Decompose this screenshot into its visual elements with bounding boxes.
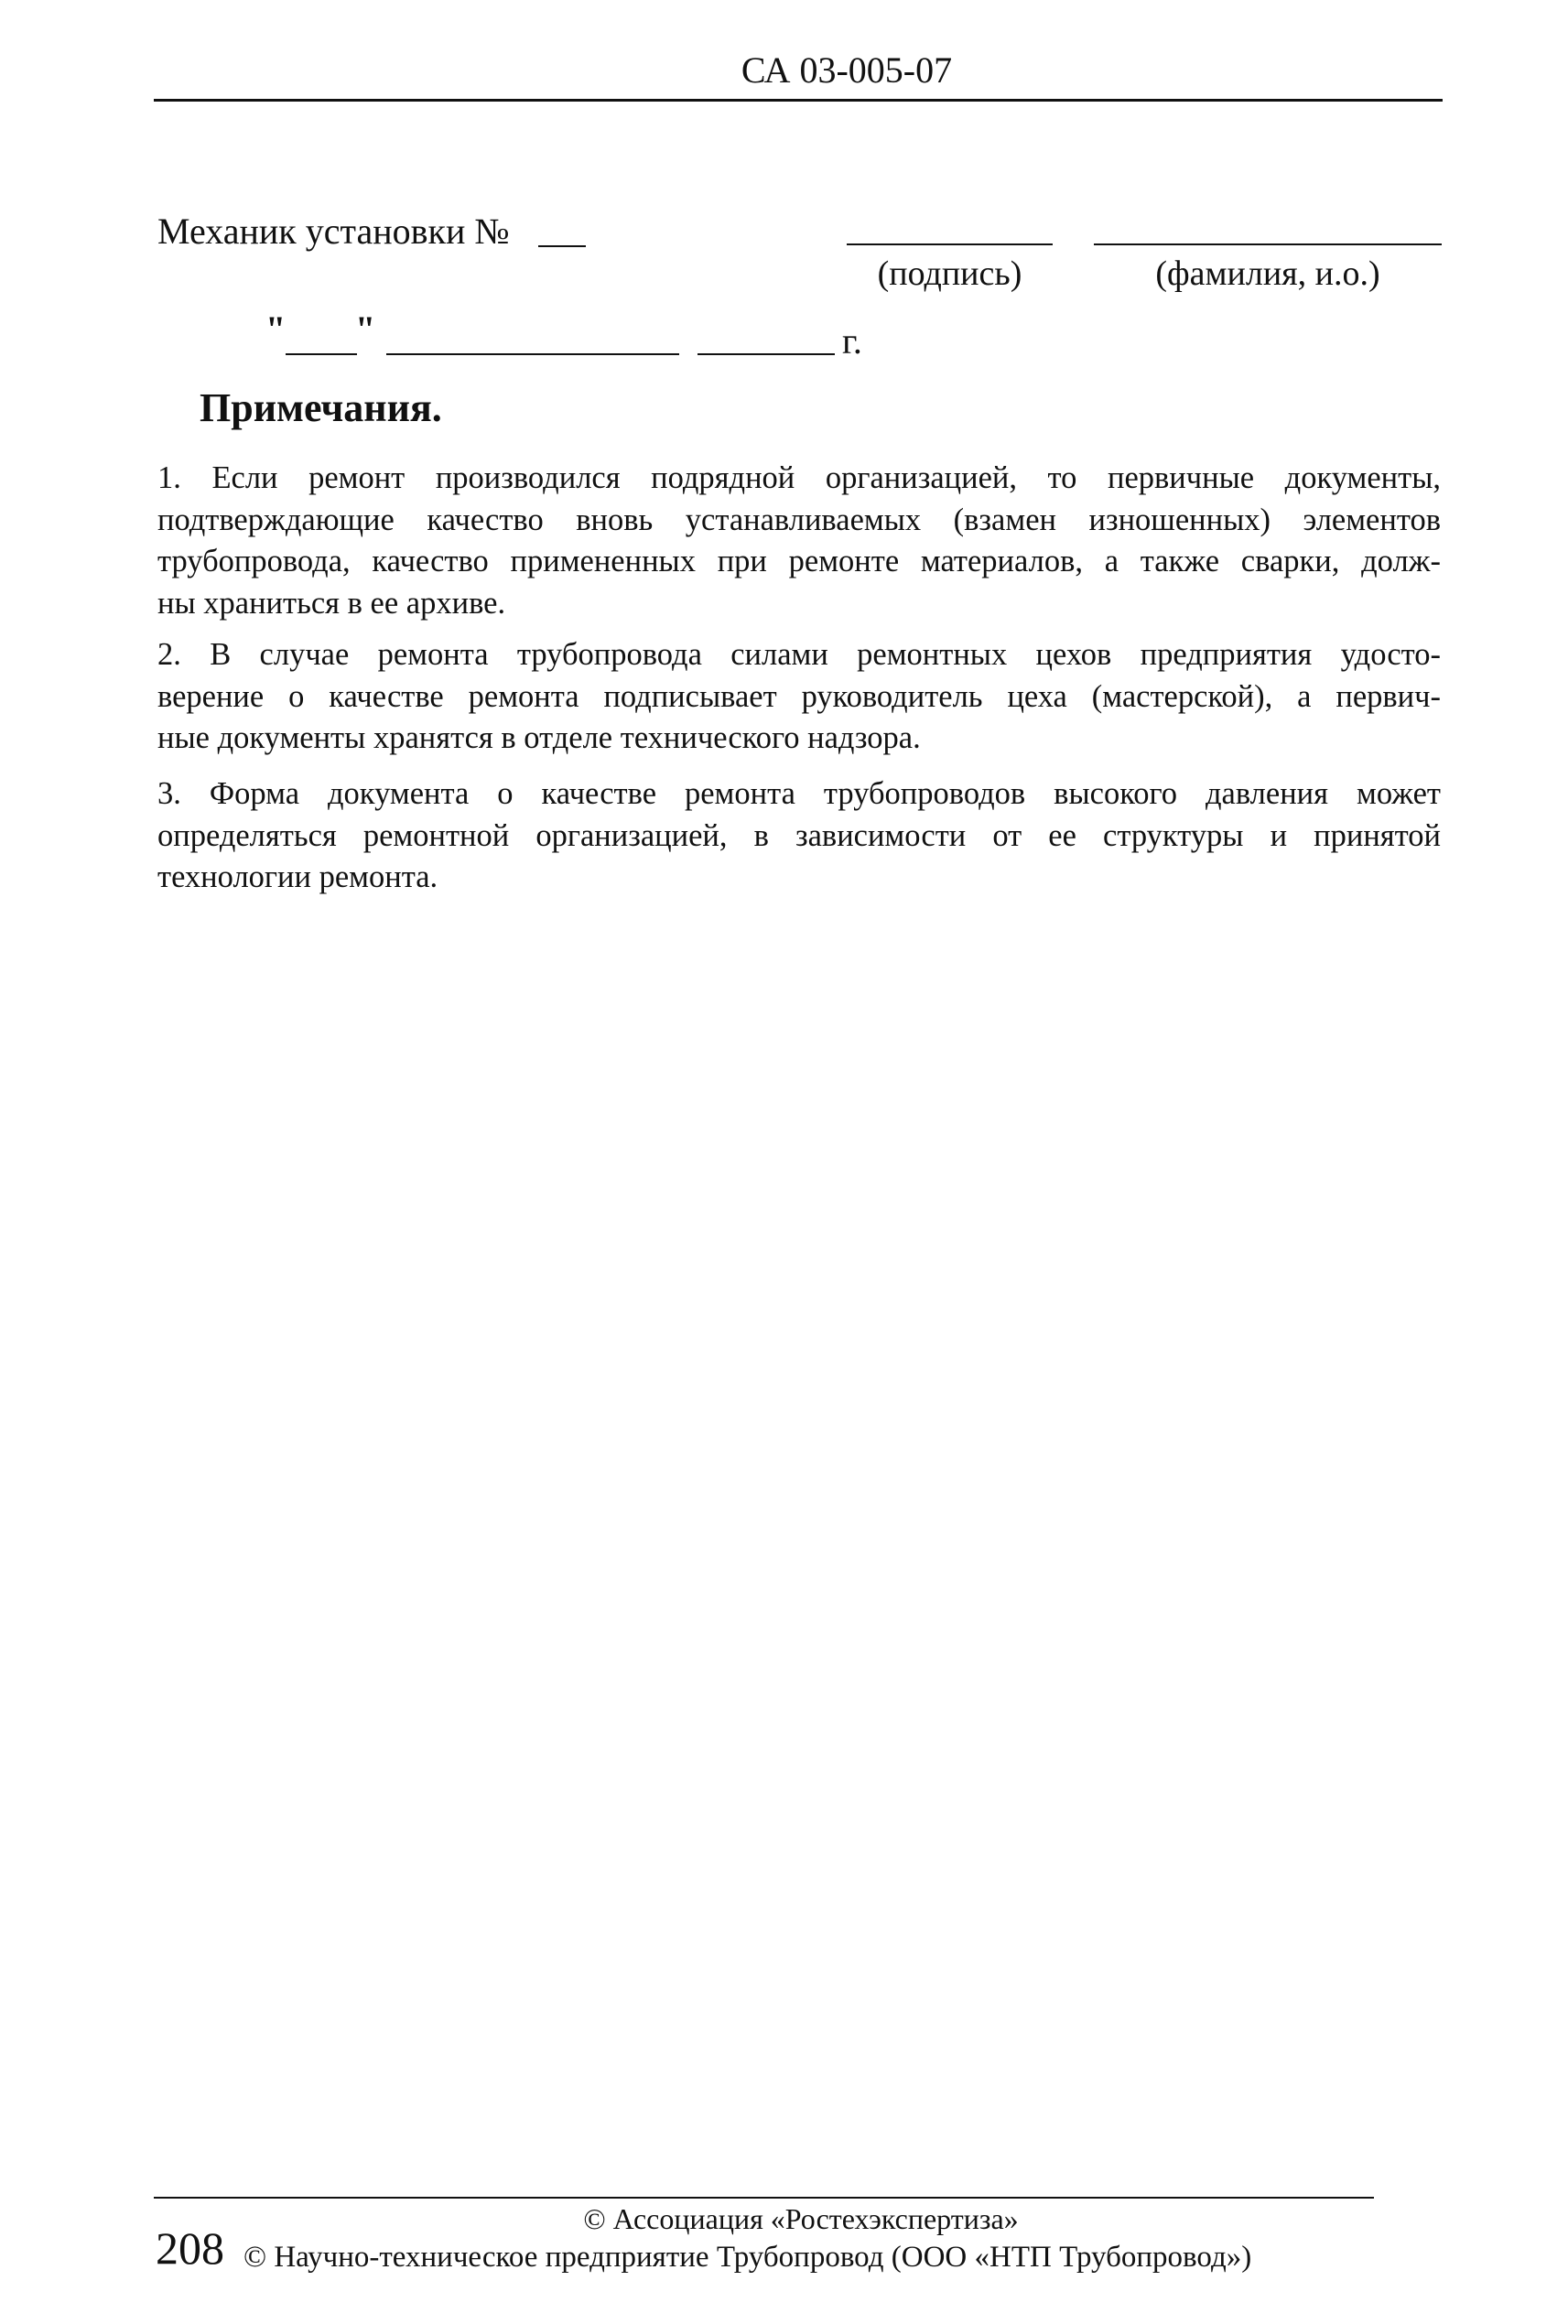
year-blank xyxy=(697,353,835,355)
note-line: 2. В случае ремонта трубопровода силами ремонтных цехов предприятия удосто- xyxy=(157,637,1441,672)
note-line: подтверждающие качество вновь устанавливаемых (взамен изношенных) элементов xyxy=(157,502,1441,537)
page-number: 208 xyxy=(156,2222,224,2274)
name-blank xyxy=(1094,243,1442,245)
signature-caption: (подпись) xyxy=(877,254,1022,293)
installation-number-blank xyxy=(538,245,586,247)
note-line: ные документы хранятся в отделе технического надзора. xyxy=(157,720,921,755)
note-line: трубопровода, качество примененных при ремонте материалов, а также сварки, долж- xyxy=(157,544,1441,578)
note-line: ны храниться в ее архиве. xyxy=(157,585,506,621)
day-blank xyxy=(286,353,357,355)
copyright-company: © Научно-техническое предприятие Трубопровод (ООО «НТП Трубопровод») xyxy=(243,2241,1252,2274)
date-open-quote: " xyxy=(265,308,287,350)
note-line: 1. Если ремонт производился подрядной организацией, то первичные документы, xyxy=(157,460,1441,495)
mechanic-label: Механик установки № xyxy=(157,211,510,252)
note-1 xyxy=(157,458,1441,624)
note-line: определяться ремонтной организацией, в зависимости от ее структуры и принятой xyxy=(157,817,1441,853)
note-line: 3. Форма документа о качестве ремонта трубопроводов высокого давления может xyxy=(157,776,1441,811)
header-divider xyxy=(154,99,1443,102)
document-code: СА 03-005-07 xyxy=(741,49,953,91)
month-blank xyxy=(386,353,679,355)
copyright-association: © Ассоциация «Ростехэкспертиза» xyxy=(583,2202,1019,2235)
note-2 xyxy=(157,634,1441,760)
note-3 xyxy=(157,773,1441,899)
note-line: технологии ремонта. xyxy=(157,859,438,894)
date-close-quote: " xyxy=(355,308,376,350)
signature-blank xyxy=(847,243,1053,245)
year-suffix: г. xyxy=(842,320,862,362)
name-caption: (фамилия, и.о.) xyxy=(1155,254,1380,293)
notes-title: Примечания. xyxy=(200,385,442,430)
footer-divider xyxy=(154,2197,1374,2199)
note-line: верение о качестве ремонта подписывает руководитель цеха (мастерской), а первич- xyxy=(157,678,1441,714)
